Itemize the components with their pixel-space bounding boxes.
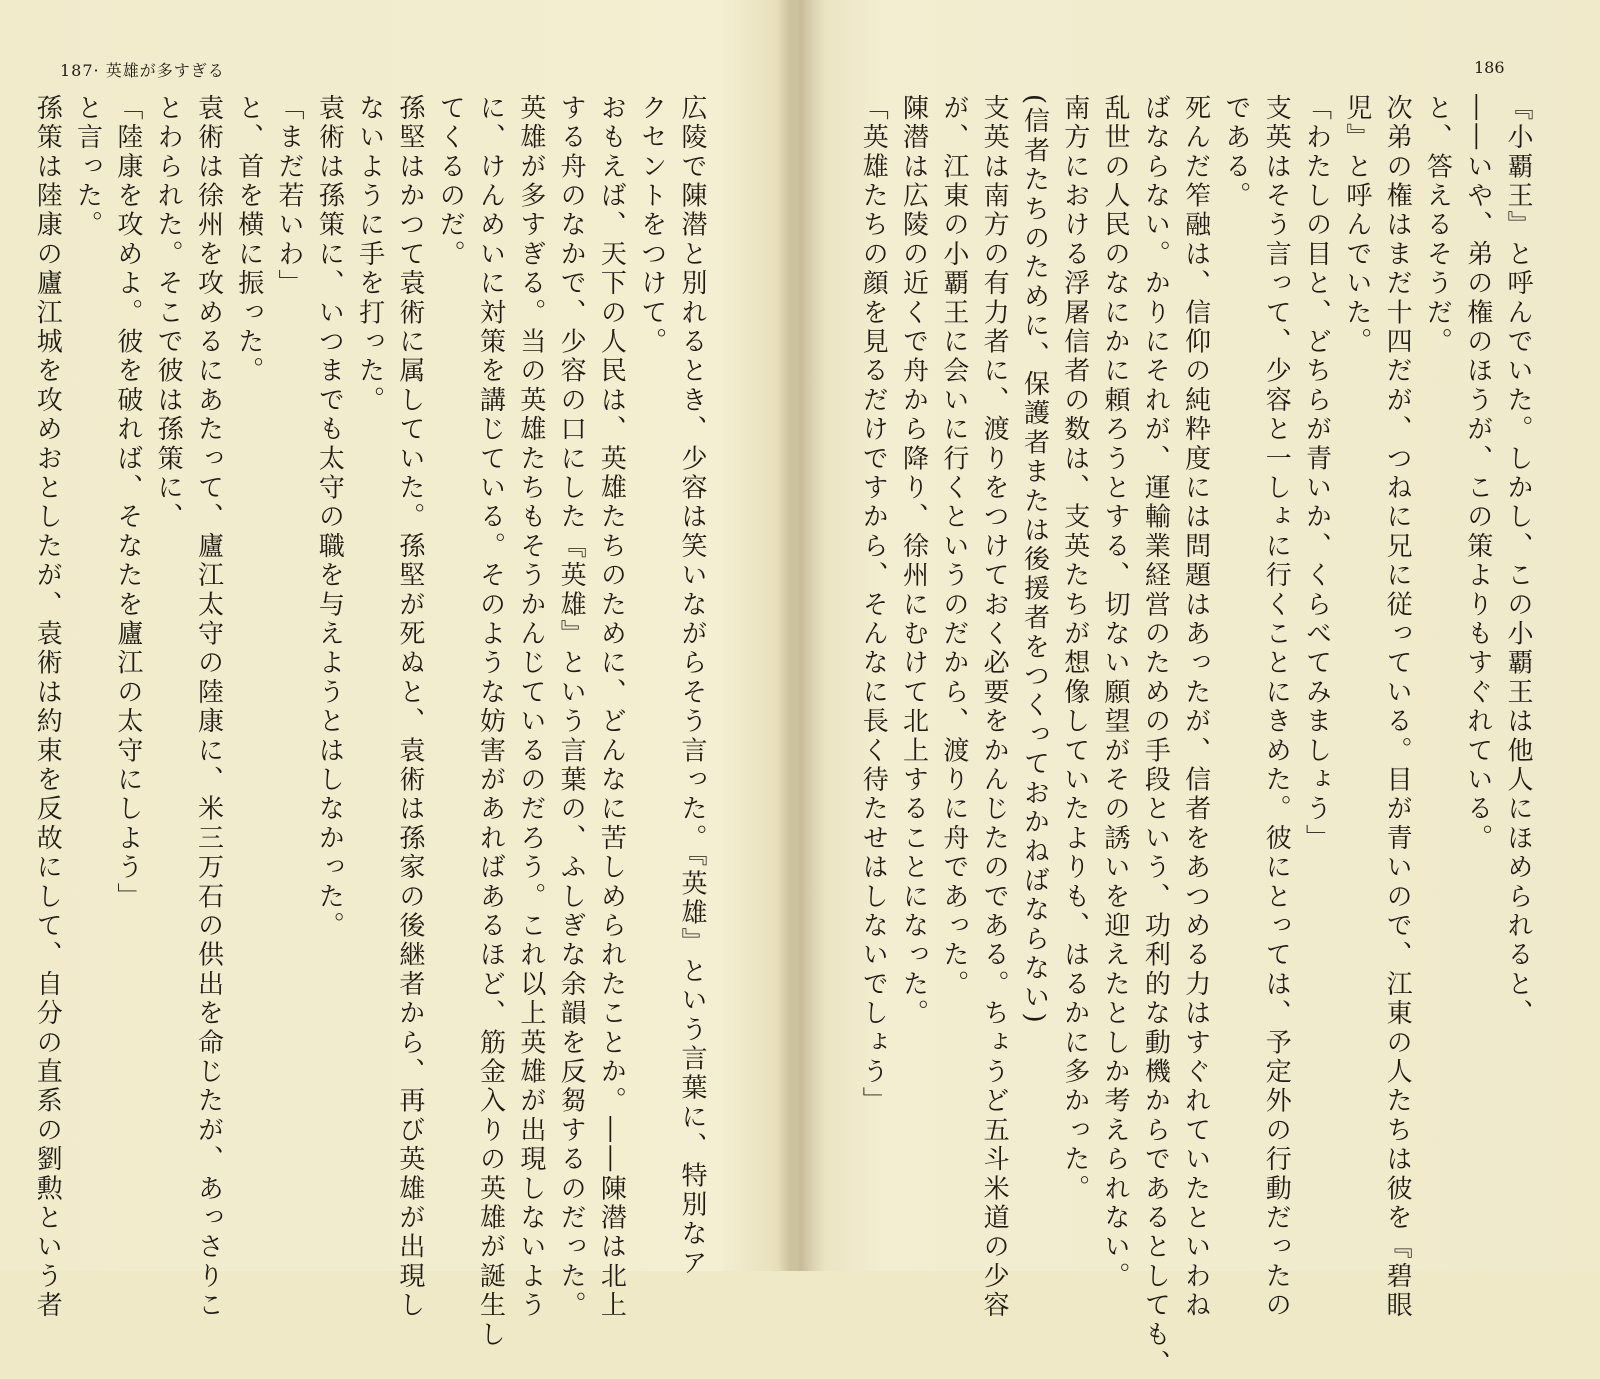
text-line: である。	[1220, 94, 1251, 211]
text-line: 「わたしの目と、どちらが青いか、くらべてみましょう」	[1301, 94, 1332, 854]
running-head	[60, 58, 225, 81]
left-page	[0, 0, 790, 1350]
running-head-separator: ·	[93, 61, 100, 80]
text-line: 支英はそう言って、少容と一しょに行くことにきめた。彼にとっては、予定外の行動だったの	[1261, 94, 1292, 1321]
text-line: と、首を横に振った。	[233, 94, 264, 386]
text-line: (信者たちのために、保護者または後援者をつくっておかねばならない)	[1019, 94, 1050, 1026]
text-line: が、江東の小覇王に会いに行くというのだから、渡りに舟であった。	[938, 94, 969, 1000]
text-line: 広陵で陳潜と別れるとき、少容は笑いながらそう言った。『英雄』という言葉に、特別なア	[677, 94, 707, 1279]
text-line: 次弟の権はまだ十四だが、つねに兄に従っている。目が青いので、江東の人たちは彼を『碧眼	[1382, 94, 1413, 1321]
text-line: とわられた。そこで彼は孫策に、	[153, 94, 184, 532]
text-line: 袁術は孫策に、いつまでも太守の職を与えようとはしなかった。	[314, 94, 345, 941]
text-line: 「陸康を攻めよ。彼を破れば、そなたを廬江の太守にしよう」	[112, 94, 143, 912]
running-head-title: 英雄が多すぎる	[105, 61, 225, 80]
text-line: 英雄が多すぎる。当の英雄たちもそうかんじているのだろう。これ以上英雄が出現しないよう	[515, 94, 546, 1321]
text-line: と言った。	[72, 94, 103, 240]
text-line: 陳潜は広陵の近くで舟から降り、徐州にむけて北上することになった。	[898, 94, 929, 1029]
text-line: 孫策は陸康の廬江城を攻めおとしたが、袁術は約束を反故にして、自分の直系の劉勲という者	[32, 94, 63, 1321]
text-line: 『小覇王』と呼んでいた。しかし、この小覇王は他人にほめられると、	[1503, 94, 1533, 1029]
left-page-body	[32, 94, 712, 1350]
text-line: 孫堅はかつて袁術に属していた。孫堅が死ぬと、袁術は孫家の後継者から、再び英雄が出現し	[394, 94, 425, 1321]
right-page	[810, 0, 1600, 1379]
text-line: ――いや、弟の権のほうが、この策よりもすぐれている。	[1462, 94, 1493, 854]
text-line: に、けんめいに対策を講じている。そのような妨害があればあるほど、筋金入りの英雄が誕生し	[475, 94, 506, 1350]
right-page-number: 186	[1474, 58, 1505, 77]
text-line: 乱世の人民のなにかに頼ろうとする、切ない願望がその誘いを迎えたとしか考えられない。	[1100, 94, 1131, 1292]
text-line: する舟のなかで、少容の口にした『英雄』という言葉の、ふしぎな余韻を反芻するのだった。	[556, 94, 587, 1321]
text-line: クセントをつけて。	[636, 94, 667, 357]
text-line: 支英は南方の有力者に、渡りをつけておく必要をかんじたのである。ちょうど五斗米道の少容	[979, 94, 1010, 1321]
text-line: 児』と呼んでいた。	[1341, 94, 1372, 357]
text-line: ばならない。かりにそれが、運輸業経営のための手段という、功利的な動機からであるとしても、	[1140, 94, 1171, 1379]
text-line: 南方における浮屠信者の数は、支英たちが想像していたよりも、はるかに多かった。	[1059, 94, 1090, 1204]
text-line: 「英雄たちの顔を見るだけですから、そんなに長く待たせはしないでしょう」	[858, 94, 889, 1116]
text-line: と、答えるそうだ。	[1422, 94, 1453, 357]
text-line: 「まだ若いわ」	[274, 94, 305, 299]
right-page-body	[845, 94, 1538, 1379]
text-line: てくるのだ。	[435, 94, 466, 270]
left-page-number: 187	[60, 61, 94, 80]
text-line: おもえば、天下の人民は、英雄たちのために、どんなに苦しめられたことか。――陳潜は北上	[596, 94, 627, 1321]
text-line: ないように手を打った。	[354, 94, 385, 416]
text-line: 袁術は徐州を攻めるにあたって、廬江太守の陸康に、米三万石の供出を命じたが、あっさりこ	[193, 94, 224, 1321]
text-line: 死んだ笮融は、信仰の純粋度には問題はあったが、信者をあつめる力はすぐれていたといわね	[1180, 94, 1211, 1321]
